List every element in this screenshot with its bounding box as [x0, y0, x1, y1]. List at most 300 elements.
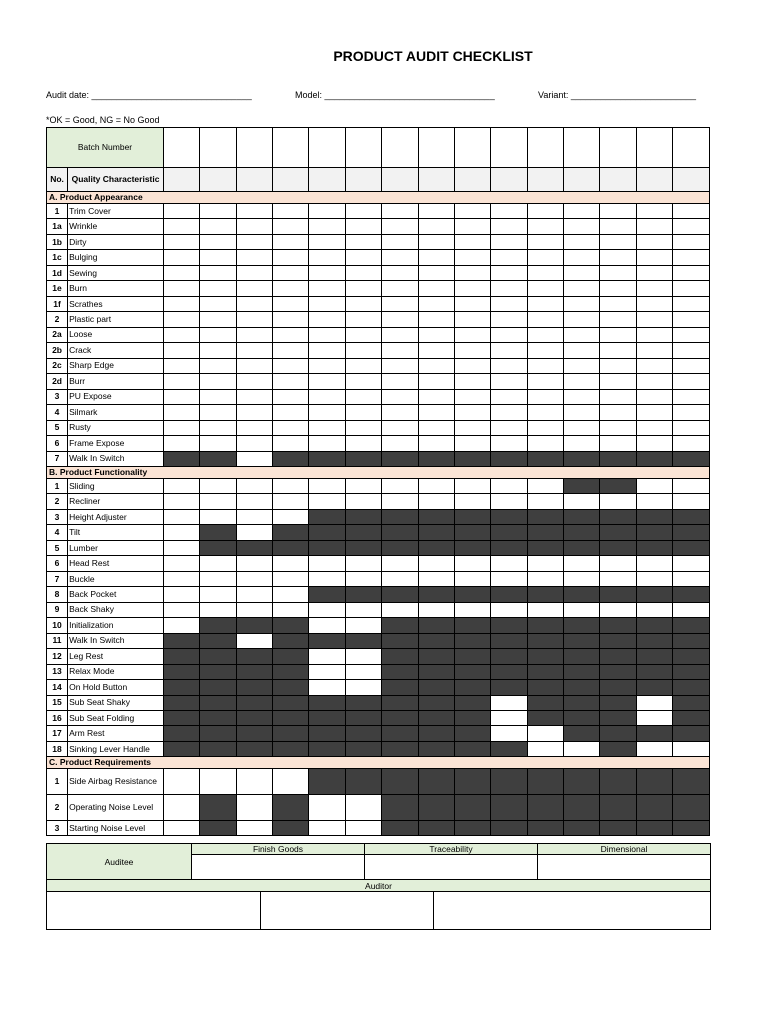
- check-cell[interactable]: [636, 234, 672, 249]
- check-cell[interactable]: [163, 358, 199, 373]
- check-cell[interactable]: [673, 405, 710, 420]
- check-cell[interactable]: [345, 265, 381, 280]
- check-cell[interactable]: [527, 436, 563, 451]
- check-cell[interactable]: [382, 556, 418, 571]
- check-cell[interactable]: [200, 436, 236, 451]
- check-cell[interactable]: [382, 478, 418, 493]
- check-cell[interactable]: [418, 420, 454, 435]
- check-cell[interactable]: [236, 821, 272, 836]
- check-cell[interactable]: [563, 343, 599, 358]
- check-cell[interactable]: [636, 602, 672, 617]
- check-cell[interactable]: [454, 571, 490, 586]
- model-field[interactable]: Model: __________________________________: [295, 90, 495, 100]
- check-cell[interactable]: [200, 374, 236, 389]
- check-cell[interactable]: [273, 405, 309, 420]
- check-cell[interactable]: [309, 219, 345, 234]
- check-cell[interactable]: [345, 494, 381, 509]
- check-cell[interactable]: [163, 204, 199, 219]
- check-cell[interactable]: [563, 358, 599, 373]
- check-cell[interactable]: [454, 312, 490, 327]
- check-cell[interactable]: [563, 374, 599, 389]
- batch-number-cell[interactable]: [163, 128, 199, 168]
- check-cell[interactable]: [491, 327, 527, 342]
- check-cell[interactable]: [236, 312, 272, 327]
- check-cell[interactable]: [236, 587, 272, 602]
- check-cell[interactable]: [273, 358, 309, 373]
- check-cell[interactable]: [273, 281, 309, 296]
- check-cell[interactable]: [200, 250, 236, 265]
- check-cell[interactable]: [491, 695, 527, 710]
- check-cell[interactable]: [345, 795, 381, 821]
- check-cell[interactable]: [491, 343, 527, 358]
- check-cell[interactable]: [345, 478, 381, 493]
- check-cell[interactable]: [418, 602, 454, 617]
- check-cell[interactable]: [527, 602, 563, 617]
- check-cell[interactable]: [236, 633, 272, 648]
- check-cell[interactable]: [236, 436, 272, 451]
- check-cell[interactable]: [527, 312, 563, 327]
- check-cell[interactable]: [309, 343, 345, 358]
- check-cell[interactable]: [418, 281, 454, 296]
- check-cell[interactable]: [600, 358, 636, 373]
- check-cell[interactable]: [309, 821, 345, 836]
- check-cell[interactable]: [309, 281, 345, 296]
- check-cell[interactable]: [636, 494, 672, 509]
- check-cell[interactable]: [273, 234, 309, 249]
- check-cell[interactable]: [454, 478, 490, 493]
- check-cell[interactable]: [236, 296, 272, 311]
- check-cell[interactable]: [382, 436, 418, 451]
- check-cell[interactable]: [673, 389, 710, 404]
- check-cell[interactable]: [163, 219, 199, 234]
- check-cell[interactable]: [563, 405, 599, 420]
- check-cell[interactable]: [527, 726, 563, 741]
- batch-number-cell[interactable]: [418, 128, 454, 168]
- check-cell[interactable]: [236, 602, 272, 617]
- check-cell[interactable]: [345, 680, 381, 695]
- check-cell[interactable]: [163, 374, 199, 389]
- dimensional-sign[interactable]: [538, 855, 711, 880]
- check-cell[interactable]: [527, 494, 563, 509]
- check-cell[interactable]: [418, 234, 454, 249]
- check-cell[interactable]: [163, 769, 199, 795]
- check-cell[interactable]: [163, 436, 199, 451]
- check-cell[interactable]: [382, 358, 418, 373]
- check-cell[interactable]: [200, 234, 236, 249]
- check-cell[interactable]: [273, 494, 309, 509]
- check-cell[interactable]: [527, 571, 563, 586]
- check-cell[interactable]: [273, 436, 309, 451]
- check-cell[interactable]: [382, 204, 418, 219]
- check-cell[interactable]: [636, 327, 672, 342]
- check-cell[interactable]: [563, 265, 599, 280]
- check-cell[interactable]: [527, 374, 563, 389]
- check-cell[interactable]: [527, 327, 563, 342]
- check-cell[interactable]: [673, 250, 710, 265]
- check-cell[interactable]: [491, 478, 527, 493]
- check-cell[interactable]: [527, 389, 563, 404]
- check-cell[interactable]: [491, 219, 527, 234]
- check-cell[interactable]: [491, 556, 527, 571]
- check-cell[interactable]: [200, 509, 236, 524]
- check-cell[interactable]: [563, 436, 599, 451]
- check-cell[interactable]: [636, 695, 672, 710]
- check-cell[interactable]: [273, 374, 309, 389]
- check-cell[interactable]: [163, 795, 199, 821]
- check-cell[interactable]: [636, 571, 672, 586]
- check-cell[interactable]: [454, 327, 490, 342]
- check-cell[interactable]: [200, 204, 236, 219]
- check-cell[interactable]: [673, 478, 710, 493]
- check-cell[interactable]: [273, 204, 309, 219]
- check-cell[interactable]: [345, 219, 381, 234]
- batch-number-cell[interactable]: [454, 128, 490, 168]
- check-cell[interactable]: [636, 556, 672, 571]
- check-cell[interactable]: [236, 525, 272, 540]
- check-cell[interactable]: [600, 219, 636, 234]
- check-cell[interactable]: [273, 327, 309, 342]
- check-cell[interactable]: [236, 327, 272, 342]
- check-cell[interactable]: [491, 374, 527, 389]
- check-cell[interactable]: [673, 741, 710, 756]
- check-cell[interactable]: [309, 494, 345, 509]
- batch-number-cell[interactable]: [273, 128, 309, 168]
- check-cell[interactable]: [600, 405, 636, 420]
- check-cell[interactable]: [345, 618, 381, 633]
- check-cell[interactable]: [382, 420, 418, 435]
- check-cell[interactable]: [236, 451, 272, 466]
- check-cell[interactable]: [200, 358, 236, 373]
- check-cell[interactable]: [163, 509, 199, 524]
- check-cell[interactable]: [491, 358, 527, 373]
- finish-goods-sign[interactable]: [192, 855, 365, 880]
- check-cell[interactable]: [345, 649, 381, 664]
- check-cell[interactable]: [345, 821, 381, 836]
- check-cell[interactable]: [163, 343, 199, 358]
- check-cell[interactable]: [563, 420, 599, 435]
- check-cell[interactable]: [454, 602, 490, 617]
- check-cell[interactable]: [600, 265, 636, 280]
- batch-number-cell[interactable]: [345, 128, 381, 168]
- check-cell[interactable]: [454, 436, 490, 451]
- check-cell[interactable]: [345, 327, 381, 342]
- check-cell[interactable]: [491, 711, 527, 726]
- check-cell[interactable]: [273, 250, 309, 265]
- check-cell[interactable]: [163, 587, 199, 602]
- check-cell[interactable]: [454, 358, 490, 373]
- check-cell[interactable]: [309, 374, 345, 389]
- check-cell[interactable]: [636, 374, 672, 389]
- auditor-sign-3[interactable]: [434, 892, 711, 930]
- check-cell[interactable]: [636, 250, 672, 265]
- check-cell[interactable]: [236, 494, 272, 509]
- check-cell[interactable]: [418, 265, 454, 280]
- check-cell[interactable]: [163, 540, 199, 555]
- check-cell[interactable]: [200, 420, 236, 435]
- check-cell[interactable]: [491, 281, 527, 296]
- check-cell[interactable]: [673, 296, 710, 311]
- check-cell[interactable]: [418, 478, 454, 493]
- check-cell[interactable]: [636, 265, 672, 280]
- check-cell[interactable]: [563, 234, 599, 249]
- check-cell[interactable]: [309, 618, 345, 633]
- check-cell[interactable]: [309, 649, 345, 664]
- check-cell[interactable]: [527, 204, 563, 219]
- check-cell[interactable]: [236, 204, 272, 219]
- check-cell[interactable]: [382, 602, 418, 617]
- check-cell[interactable]: [345, 420, 381, 435]
- auditor-sign-1[interactable]: [47, 892, 261, 930]
- check-cell[interactable]: [382, 405, 418, 420]
- check-cell[interactable]: [491, 420, 527, 435]
- check-cell[interactable]: [563, 296, 599, 311]
- check-cell[interactable]: [382, 494, 418, 509]
- check-cell[interactable]: [309, 296, 345, 311]
- check-cell[interactable]: [673, 312, 710, 327]
- check-cell[interactable]: [236, 265, 272, 280]
- check-cell[interactable]: [309, 602, 345, 617]
- check-cell[interactable]: [163, 389, 199, 404]
- check-cell[interactable]: [163, 281, 199, 296]
- check-cell[interactable]: [236, 478, 272, 493]
- check-cell[interactable]: [418, 296, 454, 311]
- check-cell[interactable]: [454, 494, 490, 509]
- check-cell[interactable]: [600, 436, 636, 451]
- check-cell[interactable]: [673, 234, 710, 249]
- check-cell[interactable]: [418, 436, 454, 451]
- check-cell[interactable]: [236, 420, 272, 435]
- check-cell[interactable]: [454, 389, 490, 404]
- check-cell[interactable]: [673, 571, 710, 586]
- check-cell[interactable]: [309, 795, 345, 821]
- check-cell[interactable]: [345, 405, 381, 420]
- check-cell[interactable]: [200, 571, 236, 586]
- check-cell[interactable]: [382, 374, 418, 389]
- check-cell[interactable]: [563, 571, 599, 586]
- check-cell[interactable]: [273, 571, 309, 586]
- check-cell[interactable]: [236, 234, 272, 249]
- check-cell[interactable]: [309, 358, 345, 373]
- check-cell[interactable]: [563, 219, 599, 234]
- check-cell[interactable]: [236, 571, 272, 586]
- check-cell[interactable]: [418, 219, 454, 234]
- check-cell[interactable]: [491, 312, 527, 327]
- check-cell[interactable]: [491, 296, 527, 311]
- check-cell[interactable]: [418, 494, 454, 509]
- check-cell[interactable]: [418, 327, 454, 342]
- check-cell[interactable]: [273, 219, 309, 234]
- check-cell[interactable]: [200, 312, 236, 327]
- check-cell[interactable]: [163, 571, 199, 586]
- check-cell[interactable]: [382, 265, 418, 280]
- check-cell[interactable]: [200, 494, 236, 509]
- batch-number-cell[interactable]: [236, 128, 272, 168]
- check-cell[interactable]: [636, 711, 672, 726]
- check-cell[interactable]: [309, 250, 345, 265]
- check-cell[interactable]: [236, 556, 272, 571]
- check-cell[interactable]: [236, 769, 272, 795]
- check-cell[interactable]: [454, 219, 490, 234]
- traceability-sign[interactable]: [365, 855, 538, 880]
- check-cell[interactable]: [454, 234, 490, 249]
- check-cell[interactable]: [600, 420, 636, 435]
- check-cell[interactable]: [636, 358, 672, 373]
- check-cell[interactable]: [600, 343, 636, 358]
- check-cell[interactable]: [673, 358, 710, 373]
- check-cell[interactable]: [636, 281, 672, 296]
- check-cell[interactable]: [163, 525, 199, 540]
- check-cell[interactable]: [382, 234, 418, 249]
- check-cell[interactable]: [200, 405, 236, 420]
- check-cell[interactable]: [527, 741, 563, 756]
- check-cell[interactable]: [236, 343, 272, 358]
- check-cell[interactable]: [309, 478, 345, 493]
- check-cell[interactable]: [309, 389, 345, 404]
- check-cell[interactable]: [200, 327, 236, 342]
- check-cell[interactable]: [600, 327, 636, 342]
- check-cell[interactable]: [454, 281, 490, 296]
- check-cell[interactable]: [345, 664, 381, 679]
- batch-number-cell[interactable]: [636, 128, 672, 168]
- check-cell[interactable]: [236, 374, 272, 389]
- check-cell[interactable]: [673, 374, 710, 389]
- check-cell[interactable]: [527, 281, 563, 296]
- check-cell[interactable]: [600, 296, 636, 311]
- check-cell[interactable]: [527, 556, 563, 571]
- check-cell[interactable]: [345, 312, 381, 327]
- check-cell[interactable]: [673, 281, 710, 296]
- check-cell[interactable]: [527, 343, 563, 358]
- check-cell[interactable]: [563, 250, 599, 265]
- check-cell[interactable]: [673, 494, 710, 509]
- check-cell[interactable]: [309, 265, 345, 280]
- check-cell[interactable]: [163, 312, 199, 327]
- check-cell[interactable]: [673, 556, 710, 571]
- check-cell[interactable]: [636, 741, 672, 756]
- check-cell[interactable]: [563, 494, 599, 509]
- batch-number-cell[interactable]: [527, 128, 563, 168]
- audit-date-field[interactable]: Audit date: ________________________________: [46, 90, 252, 100]
- check-cell[interactable]: [345, 556, 381, 571]
- batch-number-cell[interactable]: [600, 128, 636, 168]
- check-cell[interactable]: [527, 219, 563, 234]
- check-cell[interactable]: [345, 250, 381, 265]
- check-cell[interactable]: [200, 281, 236, 296]
- check-cell[interactable]: [273, 769, 309, 795]
- variant-field[interactable]: Variant: _________________________: [538, 90, 696, 100]
- check-cell[interactable]: [273, 556, 309, 571]
- check-cell[interactable]: [309, 420, 345, 435]
- check-cell[interactable]: [200, 587, 236, 602]
- check-cell[interactable]: [491, 405, 527, 420]
- check-cell[interactable]: [527, 420, 563, 435]
- check-cell[interactable]: [309, 405, 345, 420]
- check-cell[interactable]: [345, 234, 381, 249]
- check-cell[interactable]: [454, 420, 490, 435]
- check-cell[interactable]: [309, 680, 345, 695]
- check-cell[interactable]: [673, 436, 710, 451]
- check-cell[interactable]: [600, 494, 636, 509]
- check-cell[interactable]: [673, 327, 710, 342]
- check-cell[interactable]: [418, 250, 454, 265]
- check-cell[interactable]: [636, 204, 672, 219]
- check-cell[interactable]: [236, 358, 272, 373]
- check-cell[interactable]: [673, 343, 710, 358]
- check-cell[interactable]: [636, 296, 672, 311]
- check-cell[interactable]: [563, 389, 599, 404]
- check-cell[interactable]: [636, 312, 672, 327]
- check-cell[interactable]: [454, 405, 490, 420]
- check-cell[interactable]: [200, 265, 236, 280]
- check-cell[interactable]: [563, 741, 599, 756]
- check-cell[interactable]: [527, 234, 563, 249]
- check-cell[interactable]: [345, 296, 381, 311]
- check-cell[interactable]: [636, 436, 672, 451]
- check-cell[interactable]: [309, 664, 345, 679]
- check-cell[interactable]: [491, 571, 527, 586]
- check-cell[interactable]: [200, 556, 236, 571]
- check-cell[interactable]: [636, 389, 672, 404]
- check-cell[interactable]: [673, 204, 710, 219]
- check-cell[interactable]: [673, 219, 710, 234]
- check-cell[interactable]: [273, 296, 309, 311]
- auditor-sign-2[interactable]: [261, 892, 434, 930]
- check-cell[interactable]: [345, 602, 381, 617]
- check-cell[interactable]: [491, 726, 527, 741]
- check-cell[interactable]: [600, 234, 636, 249]
- batch-number-cell[interactable]: [673, 128, 710, 168]
- check-cell[interactable]: [636, 405, 672, 420]
- check-cell[interactable]: [600, 374, 636, 389]
- check-cell[interactable]: [418, 389, 454, 404]
- check-cell[interactable]: [382, 389, 418, 404]
- check-cell[interactable]: [200, 343, 236, 358]
- check-cell[interactable]: [673, 420, 710, 435]
- check-cell[interactable]: [673, 602, 710, 617]
- check-cell[interactable]: [636, 420, 672, 435]
- check-cell[interactable]: [491, 602, 527, 617]
- check-cell[interactable]: [454, 265, 490, 280]
- check-cell[interactable]: [163, 405, 199, 420]
- check-cell[interactable]: [309, 571, 345, 586]
- check-cell[interactable]: [200, 602, 236, 617]
- check-cell[interactable]: [418, 556, 454, 571]
- check-cell[interactable]: [382, 219, 418, 234]
- check-cell[interactable]: [527, 250, 563, 265]
- check-cell[interactable]: [491, 436, 527, 451]
- check-cell[interactable]: [163, 494, 199, 509]
- batch-number-cell[interactable]: [200, 128, 236, 168]
- check-cell[interactable]: [236, 795, 272, 821]
- check-cell[interactable]: [382, 312, 418, 327]
- check-cell[interactable]: [309, 556, 345, 571]
- check-cell[interactable]: [309, 312, 345, 327]
- check-cell[interactable]: [454, 296, 490, 311]
- check-cell[interactable]: [382, 250, 418, 265]
- check-cell[interactable]: [163, 602, 199, 617]
- check-cell[interactable]: [454, 556, 490, 571]
- check-cell[interactable]: [163, 327, 199, 342]
- check-cell[interactable]: [200, 769, 236, 795]
- check-cell[interactable]: [418, 374, 454, 389]
- check-cell[interactable]: [163, 618, 199, 633]
- check-cell[interactable]: [491, 250, 527, 265]
- check-cell[interactable]: [636, 219, 672, 234]
- check-cell[interactable]: [382, 327, 418, 342]
- check-cell[interactable]: [491, 204, 527, 219]
- check-cell[interactable]: [163, 821, 199, 836]
- check-cell[interactable]: [563, 327, 599, 342]
